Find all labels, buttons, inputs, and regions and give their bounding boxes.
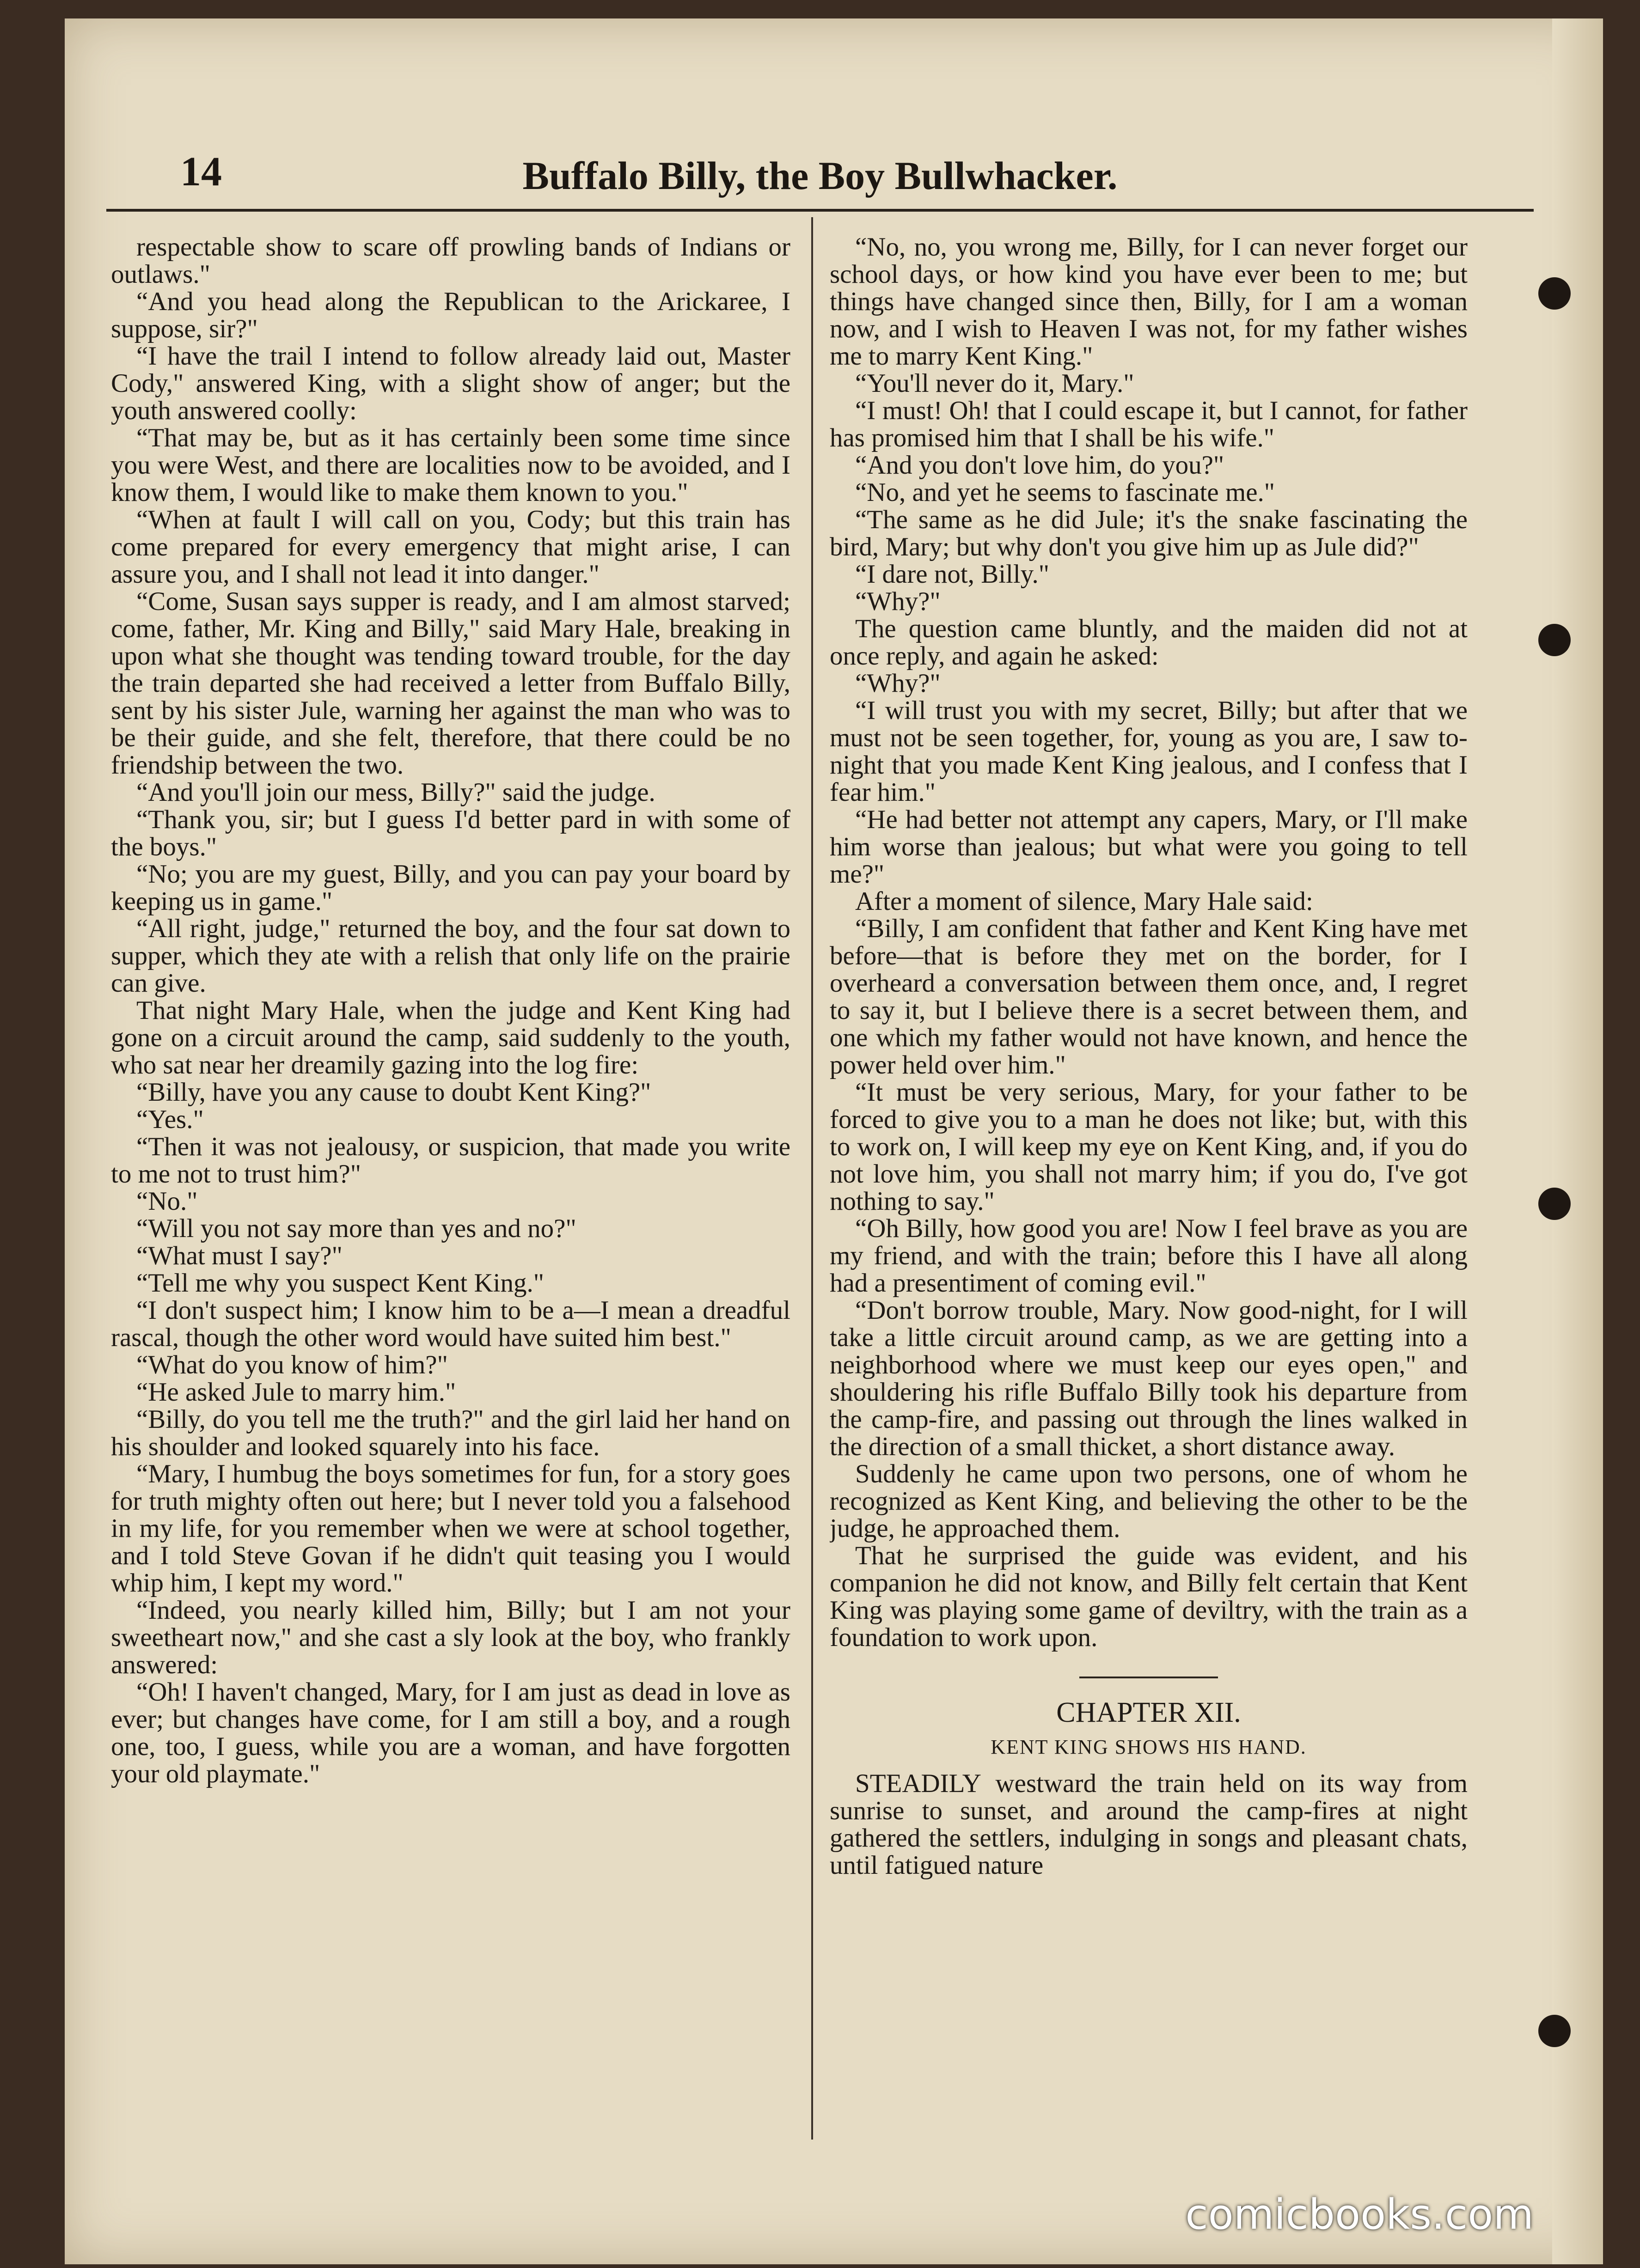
paragraph: “I dare not, Billy.": [855, 560, 1050, 589]
binding-hole: [1538, 1188, 1571, 1220]
watermark: comicbooks.com: [1185, 2190, 1534, 2239]
binding-hole: [1538, 277, 1571, 310]
paragraph: “Oh! I haven't changed, Mary, for I am just as dead in love as ever; but changes have come, for I am still a boy, and a rough one, too, I guess, while you are a woman, and have forgotten your old playmate.": [111, 1677, 790, 1788]
paragraph: “Tell me why you suspect Kent King.": [136, 1268, 545, 1298]
chapter-opening-smallcaps: STEADILY: [855, 1769, 981, 1798]
paragraph: “No, no, you wrong me, Billy, for I can never forget our school days, or how kind you have ever been to me; but things have changed since then, Billy, for I am a woman now, and I wish to Heaven I was not, for my father wishes me to marry Kent King.": [830, 233, 1468, 371]
paragraph: “I will trust you with my secret, Billy; but after that we must not be seen together, for, young as you are, I saw to-night that you made Kent King jealous, and I confess that I fear him.": [830, 696, 1468, 807]
paragraph: “Then it was not jealousy, or suspicion, that made you write to me not to trust him?": [111, 1132, 790, 1189]
binding-hole: [1538, 2015, 1571, 2047]
paragraph: “Billy, have you any cause to doubt Kent King?": [136, 1078, 651, 1107]
section-rule: [1079, 1677, 1218, 1678]
paragraph: “Indeed, you nearly killed him, Billy; but I am not your sweetheart now," and she cast a sly look at the boy, who frankly answered:: [111, 1596, 790, 1679]
paragraph: “And you don't love him, do you?": [855, 451, 1224, 480]
running-title: Buffalo Billy, the Boy Bullwhacker.: [522, 153, 1118, 198]
paragraph: “What must I say?": [136, 1241, 343, 1270]
paragraph: “And you'll join our mess, Billy?" said the judge.: [136, 778, 655, 807]
paragraph: “Don't borrow trouble, Mary. Now good-night, for I will take a little circuit around camp, as we are getting into a neighborhood where we must keep our eyes open," and shouldering his rifle Buffalo Billy took his departure from the camp-fire, and passing out through the lines walked in the direction of a small thicket, a short distance away.: [830, 1296, 1468, 1461]
paragraph: “I must! Oh! that I could escape it, but I cannot, for father has promised him that I shall be his wife.": [830, 396, 1468, 452]
paragraph: Suddenly he came upon two persons, one of whom he recognized as Kent King, and believing the other to be the judge, he approached them.: [830, 1459, 1468, 1543]
page-gutter-shade: [1552, 18, 1603, 2264]
chapter-heading: CHAPTER XII.: [1056, 1697, 1241, 1728]
paragraph: “Why?": [855, 669, 941, 698]
paragraph: “He asked Jule to marry him.": [136, 1378, 456, 1407]
header-rule: [106, 209, 1534, 212]
paragraph: That he surprised the guide was evident, and his companion he did not know, and Billy felt certain that Kent King was playing some game of deviltry, with the train as a foundation to work upon.: [830, 1541, 1468, 1652]
paragraph: “That may be, but as it has certainly been some time since you were West, and there are localities now to be avoided, and I know them, I would like to make them known to you.": [111, 423, 790, 507]
chapter-opening-paragraph: [830, 1770, 1468, 1879]
column-divider: [811, 217, 813, 2140]
paragraph: “No; you are my guest, Billy, and you can pay your board by keeping us in game.": [111, 860, 790, 916]
paragraph: “Will you not say more than yes and no?": [136, 1214, 576, 1243]
paragraph: “You'll never do it, Mary.": [855, 369, 1134, 398]
binding-hole: [1538, 624, 1571, 656]
paragraph: “All right, judge," returned the boy, and the four sat down to supper, which they ate with a relish that only life on the prairie can give.: [111, 914, 790, 998]
paragraph: “I have the trail I intend to follow already laid out, Master Cody," answered King, with a slight show of anger; but the youth answered coolly:: [111, 341, 790, 425]
paragraph: “What do you know of him?": [136, 1350, 448, 1379]
paragraph: “He had better not attempt any capers, Mary, or I'll make him worse than jealous; but what were you going to tell me?": [830, 805, 1468, 889]
chapter-subtitle: KENT KING SHOWS HIS HAND.: [991, 1736, 1307, 1758]
paragraph: “No, and yet he seems to fascinate me.": [855, 478, 1275, 507]
paragraph: “When at fault I will call on you, Cody; but this train has come prepared for every emergency that might arise, I can assure you, and I shall not lead it into danger.": [111, 505, 790, 589]
paragraph: “The same as he did Jule; it's the snake fascinating the bird, Mary; but why don't you give him up as Jule did?": [830, 505, 1468, 561]
paragraph: The question came bluntly, and the maiden did not at once reply, and again he asked:: [830, 614, 1468, 671]
paragraph: “Billy, do you tell me the truth?" and the girl laid her hand on his shoulder and looked squarely into his face.: [111, 1405, 790, 1461]
paragraph: “Yes.": [136, 1105, 204, 1134]
paragraph: “Oh Billy, how good you are! Now I feel brave as you are my friend, and with the train; before this I have all along had a presentiment of coming evil.": [830, 1214, 1468, 1298]
paragraph: “Thank you, sir; but I guess I'd better pard in with some of the boys.": [111, 805, 790, 861]
paragraph: “It must be very serious, Mary, for your father to be forced to give you to a man he does not like; but, with this to work on, I will keep my eye on Kent King, and, if you do not love him, you shall not marry him; if you do, I've got nothing to say.": [830, 1078, 1468, 1216]
right-column: [830, 233, 1468, 2151]
paragraph: respectable show to scare off prowling bands of Indians or outlaws.": [111, 233, 790, 289]
paragraph: “Why?": [855, 587, 941, 616]
paragraph: After a moment of silence, Mary Hale said:: [855, 887, 1313, 916]
page-number: 14: [180, 149, 222, 195]
page-header: [106, 139, 1534, 203]
paragraph: “Billy, I am confident that father and Kent King have met before—that is before they met on the border, for I overheard a conversation between them once, and, I regret to say it, but I believe there is a secret between them, and one which my father would not have known, and hence the power held over him.": [830, 914, 1468, 1079]
paragraph: That night Mary Hale, when the judge and Kent King had gone on a circuit around the camp, said suddenly to the youth, who sat near her dreamily gazing into the log fire:: [111, 996, 790, 1079]
paragraph: “And you head along the Republican to the Arickaree, I suppose, sir?": [111, 287, 790, 343]
chapter-opening-text: westward the train held on its way from sunrise to sunset, and around the camp-fires at night gathered the settlers, indulging in songs and pleasant chats, until fatigued nature: [830, 1769, 1468, 1880]
paragraph: “I don't suspect him; I know him to be a—I mean a dreadful rascal, though the other word would have suited him best.": [111, 1296, 790, 1352]
paragraph: “Come, Susan says supper is ready, and I am almost starved; come, father, Mr. King and Billy," said Mary Hale, breaking in upon what she thought was tending toward trouble, for the day the train departed she had received a letter from Buffalo Billy, sent by his sister Jule, warning her against the man who was to be their guide, and she felt, therefore, that there could be no friendship between the two.: [111, 587, 790, 780]
paragraph: “Mary, I humbug the boys sometimes for fun, for a story goes for truth mighty often out here; but I never told you a falsehood in my life, for you remember when we were at school together, and I told Steve Govan if he didn't quit teasing you I would whip him, I kept my word.": [111, 1459, 790, 1597]
right-column-paragraphs: [830, 233, 1468, 1651]
left-column: [111, 233, 790, 2151]
paragraph: “No.": [136, 1187, 198, 1216]
